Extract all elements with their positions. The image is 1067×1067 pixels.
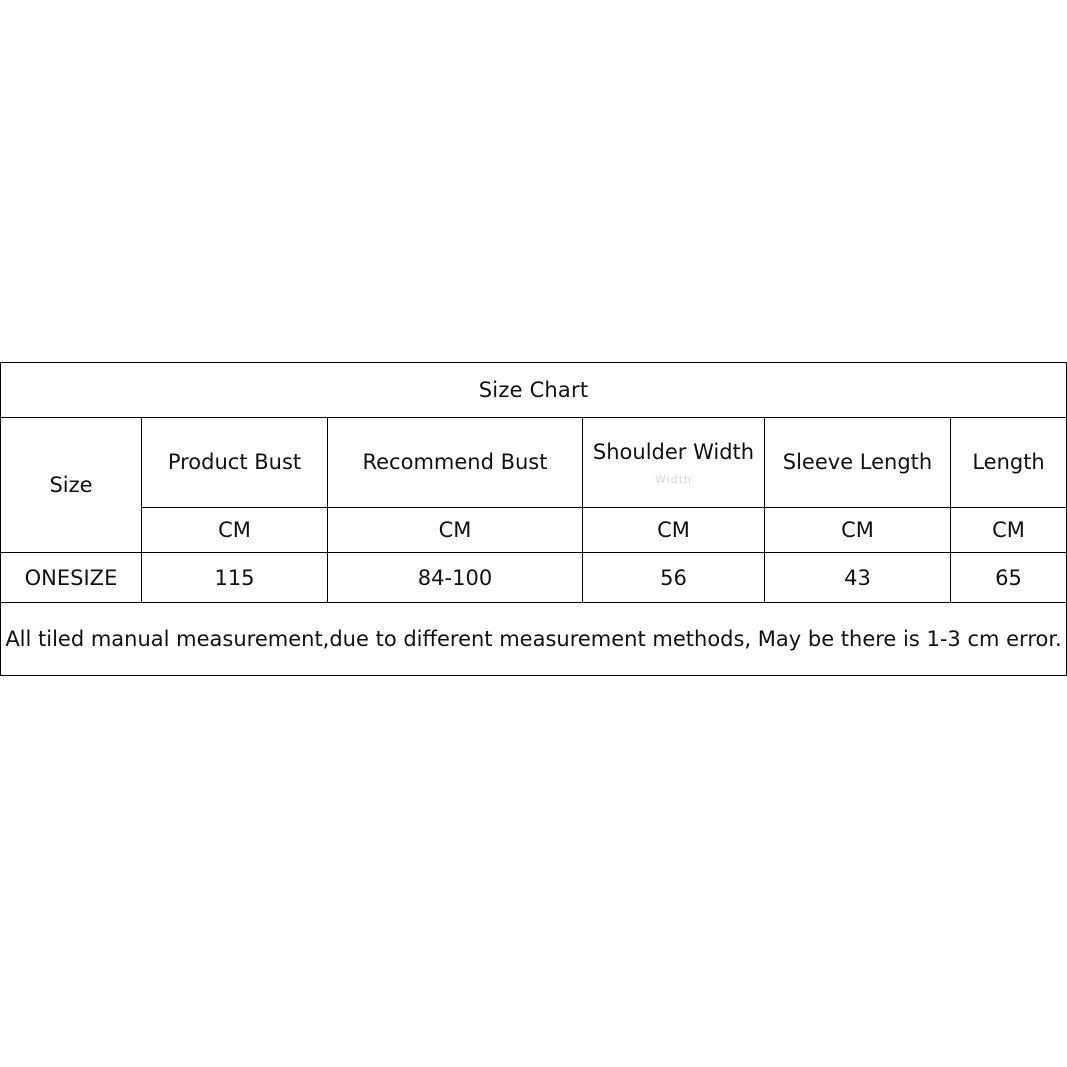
header-size: Size bbox=[1, 418, 142, 553]
table-row-title bbox=[1, 363, 1067, 418]
size-chart-title: Size Chart bbox=[1, 363, 1067, 418]
table-row-note bbox=[1, 603, 1067, 676]
measurement-note: All tiled manual measurement,due to different measurement methods, May be there is 1-3 cm error. bbox=[1, 603, 1067, 676]
size-chart-container bbox=[0, 362, 1067, 676]
header-length: Length bbox=[951, 418, 1067, 508]
unit-product-bust: CM bbox=[142, 508, 328, 553]
table-row-units bbox=[1, 508, 1067, 553]
cell-size: ONESIZE bbox=[1, 553, 142, 603]
cell-recommend-bust: 84-100 bbox=[328, 553, 583, 603]
table-row-header bbox=[1, 418, 1067, 508]
header-recommend-bust: Recommend Bust bbox=[328, 418, 583, 508]
table-row bbox=[1, 553, 1067, 603]
header-sleeve-length: Sleeve Length bbox=[765, 418, 951, 508]
unit-shoulder-width: CM bbox=[583, 508, 765, 553]
size-chart-table bbox=[0, 362, 1067, 676]
header-shoulder-width-ghost: Width bbox=[655, 473, 692, 487]
unit-recommend-bust: CM bbox=[328, 508, 583, 553]
cell-product-bust: 115 bbox=[142, 553, 328, 603]
cell-shoulder-width: 56 bbox=[583, 553, 765, 603]
cell-length: 65 bbox=[951, 553, 1067, 603]
header-product-bust: Product Bust bbox=[142, 418, 328, 508]
header-shoulder-width-label: Shoulder Width bbox=[592, 439, 755, 464]
unit-sleeve-length: CM bbox=[765, 508, 951, 553]
unit-length: CM bbox=[951, 508, 1067, 553]
header-shoulder-width bbox=[583, 418, 765, 508]
cell-sleeve-length: 43 bbox=[765, 553, 951, 603]
